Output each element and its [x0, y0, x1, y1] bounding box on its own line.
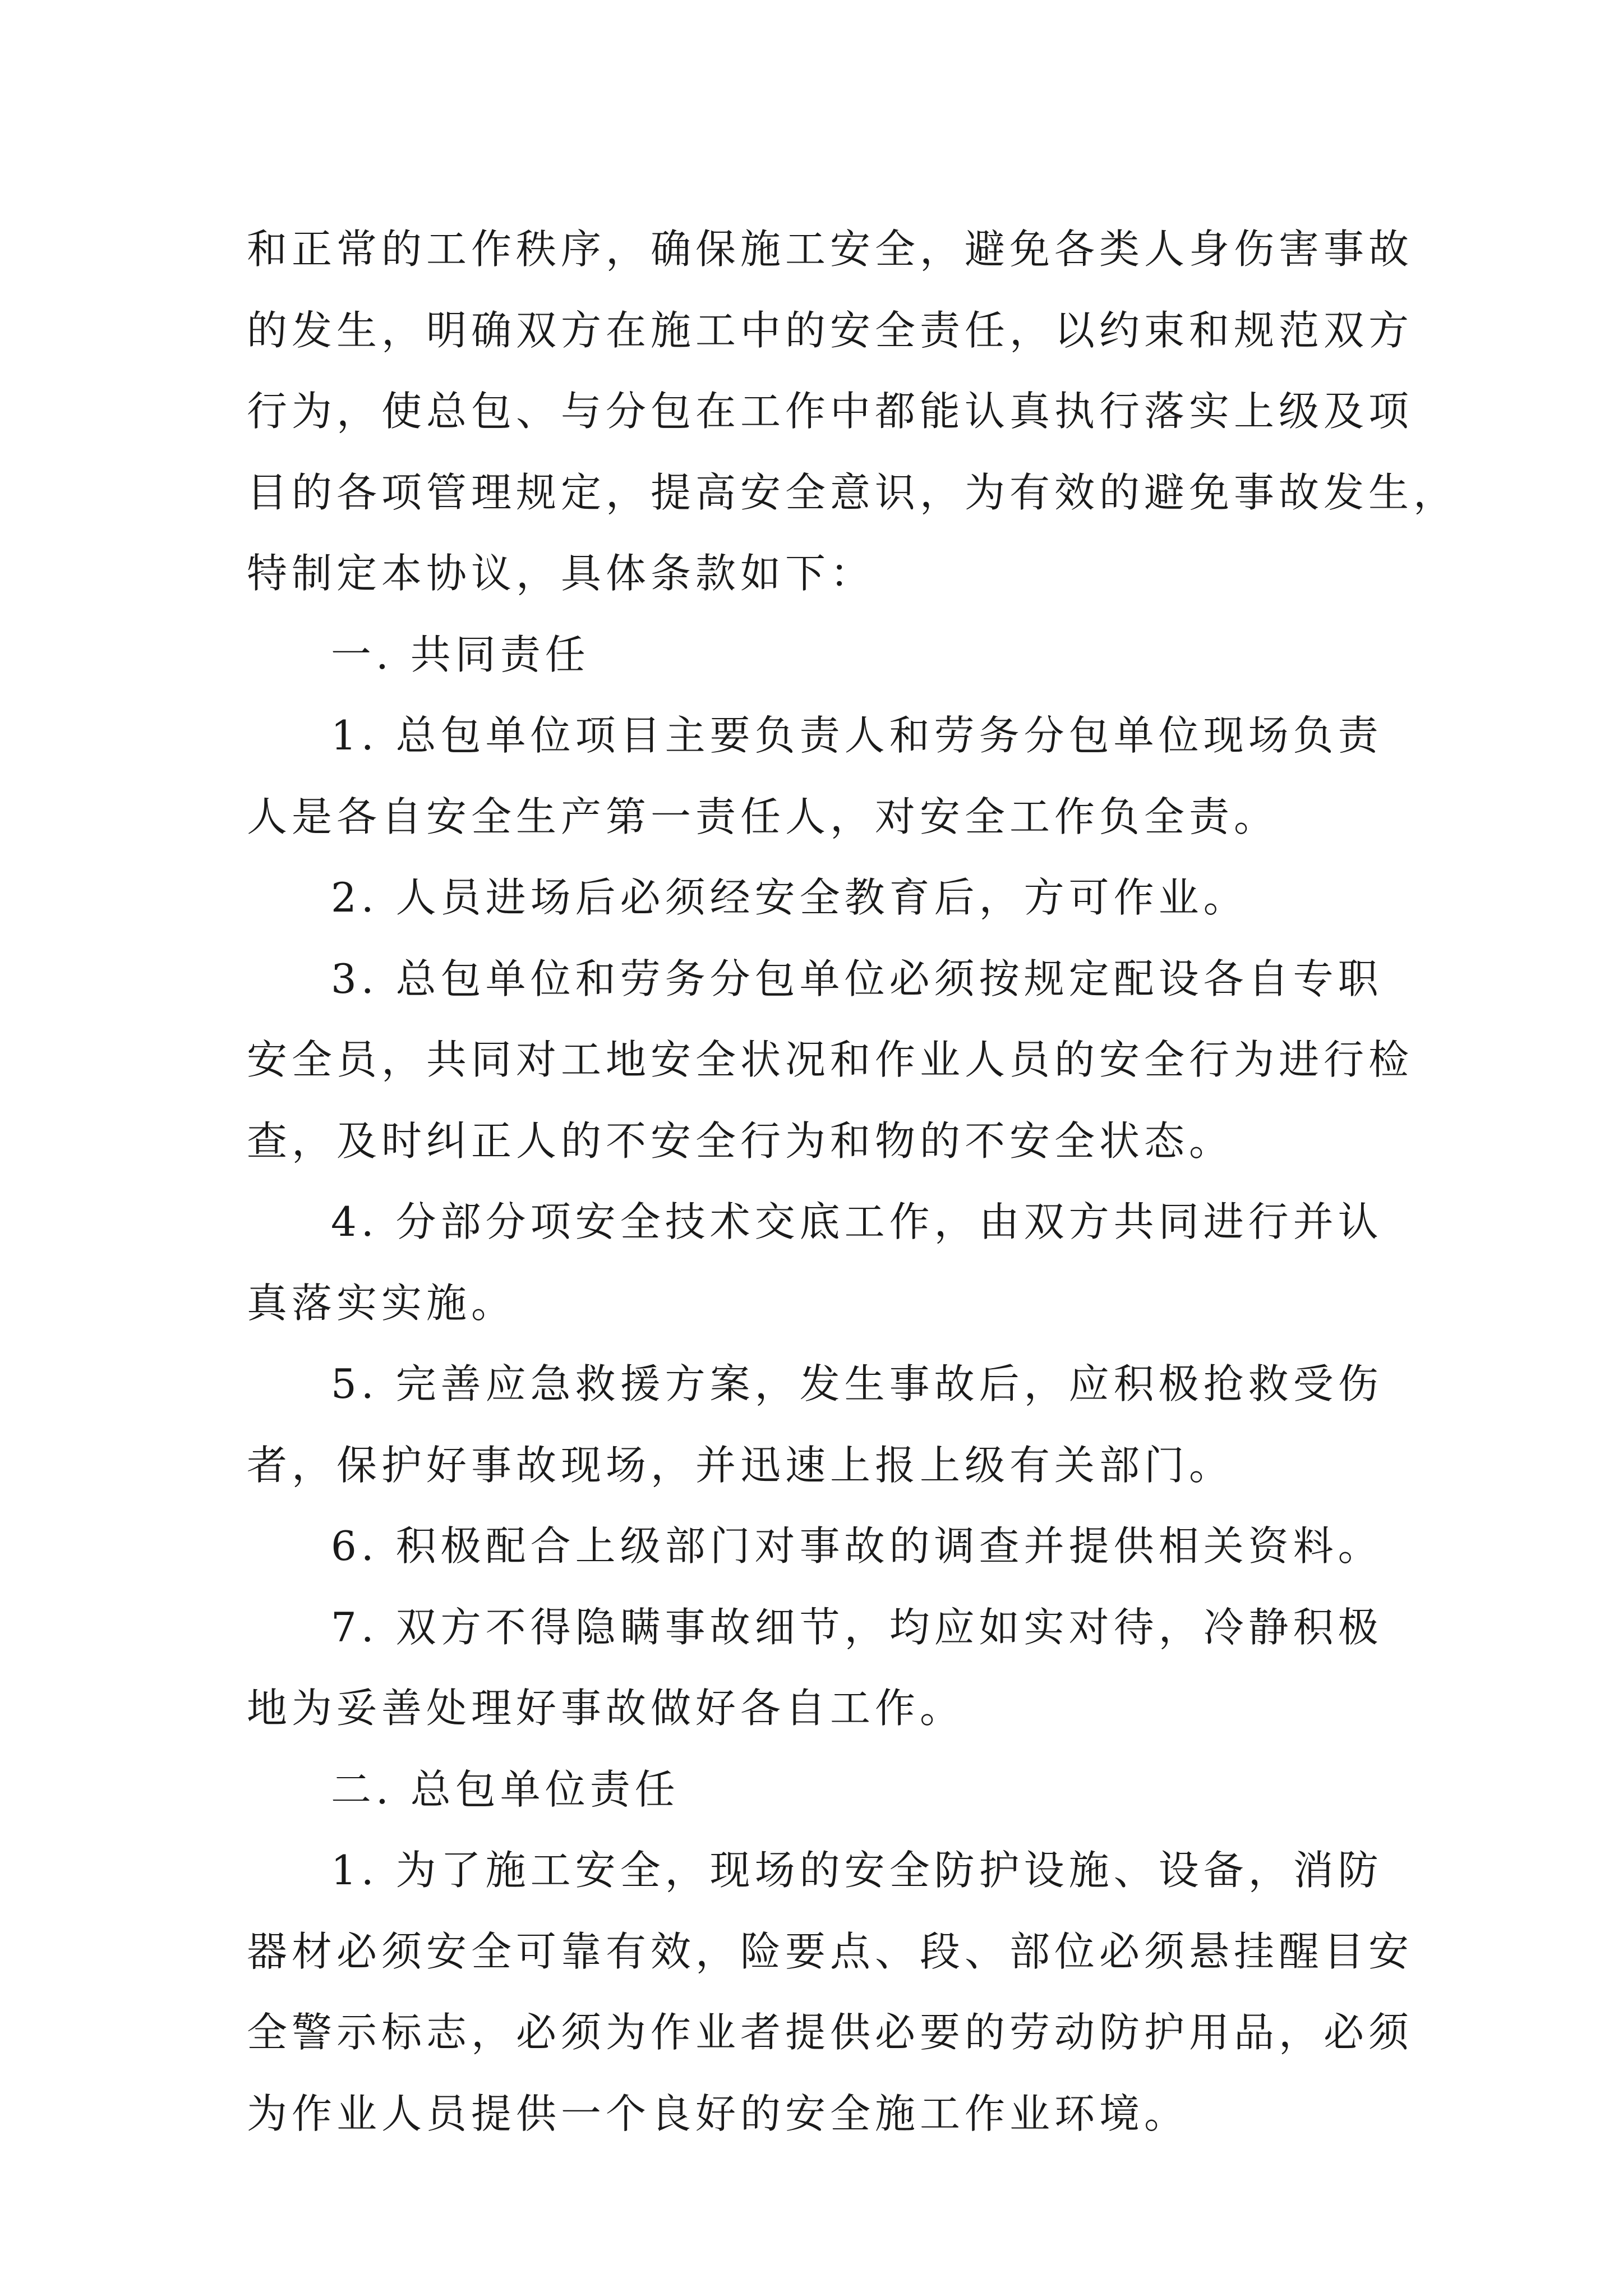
text-line: 目的各项管理规定，提高安全意识，为有效的避免事故发生， — [247, 468, 1459, 516]
text-line: 者，保护好事故现场，并迅速上报上级有关部门。 — [247, 1441, 1234, 1489]
text-line: 5. 完善应急救援方案，发生事故后，应积极抢救受伤 — [331, 1360, 1383, 1407]
text-line: 安全员，共同对工地安全状况和作业人员的安全行为进行检 — [247, 1036, 1414, 1083]
text-line: 3. 总包单位和劳务分包单位必须按规定配设各自专职 — [331, 955, 1383, 1002]
text-line: 4. 分部分项安全技术交底工作，由双方共同进行并认 — [331, 1198, 1383, 1245]
text-line: 行为，使总包、与分包在工作中都能认真执行落实上级及项 — [247, 388, 1414, 435]
text-line: 二. 总包单位责任 — [331, 1765, 680, 1813]
text-line: 2. 人员进场后必须经安全教育后，方可作业。 — [331, 874, 1248, 921]
text-line: 查，及时纠正人的不安全行为和物的不安全状态。 — [247, 1117, 1234, 1165]
text-line: 6. 积极配合上级部门对事故的调查并提供相关资料。 — [331, 1522, 1383, 1570]
text-line: 地为妥善处理好事故做好各自工作。 — [247, 1685, 965, 1732]
text-line: 1. 为了施工安全，现场的安全防护设施、设备，消防 — [331, 1847, 1383, 1894]
text-line: 1. 总包单位项目主要负责人和劳务分包单位现场负责 — [331, 712, 1383, 759]
text-line: 一. 共同责任 — [331, 631, 590, 678]
text-line: 全警示标志，必须为作业者提供必要的劳动防护用品，必须 — [247, 2009, 1414, 2056]
text-line: 的发生，明确双方在施工中的安全责任，以约束和规范双方 — [247, 306, 1414, 354]
text-line: 人是各自安全生产第一责任人，对安全工作负全责。 — [247, 793, 1279, 840]
text-line: 真落实实施。 — [247, 1279, 517, 1327]
text-line: 为作业人员提供一个良好的安全施工作业环境。 — [247, 2090, 1189, 2137]
text-line: 和正常的工作秩序，确保施工安全，避免各类人身伤害事故 — [247, 226, 1414, 273]
text-line: 7. 双方不得隐瞒事故细节，均应如实对待，冷静积极 — [331, 1603, 1383, 1651]
document-body — [247, 209, 1459, 2154]
text-line: 特制定本协议，具体条款如下： — [247, 550, 875, 597]
text-line: 器材必须安全可靠有效，险要点、段、部位必须悬挂醒目安 — [247, 1927, 1414, 1975]
